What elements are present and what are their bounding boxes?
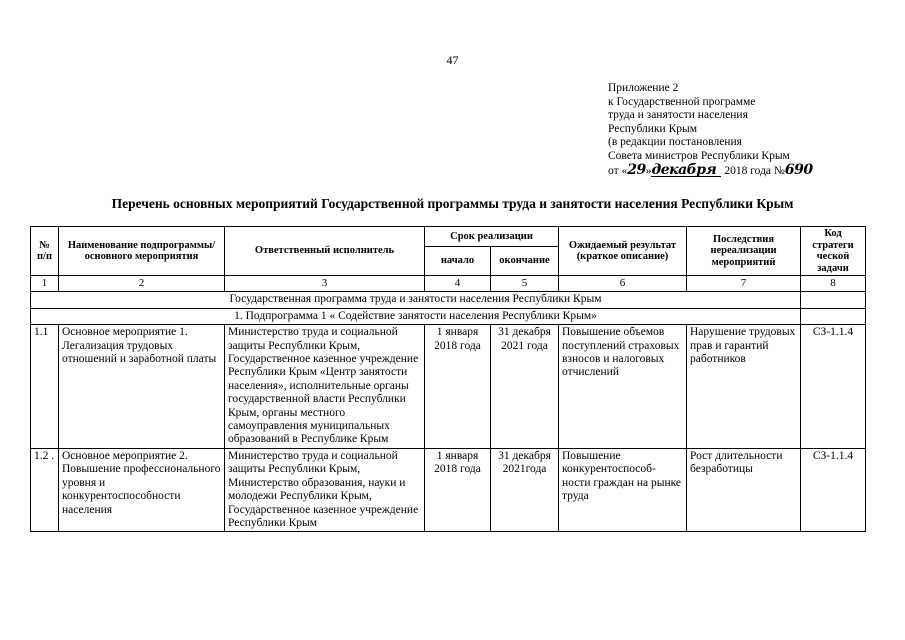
table-row [31, 325, 866, 449]
header-row [31, 227, 866, 247]
handwritten-number: 690 [784, 161, 813, 178]
row-num: 1.2 . [31, 448, 59, 531]
row-name: Основное мероприятие 1. Легализация трудовых отношений и заработной платы [59, 325, 225, 449]
header-executor: Ответственный исполнитель [225, 227, 425, 276]
column-number: 7 [687, 276, 801, 292]
row-consequences: Рост длительности безработицы [687, 448, 801, 531]
row-result: Повышение объемов поступлений страховых взносов и налоговых отчислений [559, 325, 687, 449]
row-result: Повышение конкурентоспособ- ности граждан на рынке труда [559, 448, 687, 531]
column-number: 2 [59, 276, 225, 292]
row-executor: Министерство труда и социальной защиты Республики Крым, Государственное казенное учреждение Республики Крым «Центр занятости населения», исполнительные органы государственной власти Республики Крым, органы местного самоуправления муниципальных образований в Республике Крым [225, 325, 425, 449]
row-code: СЗ-1.1.4 [801, 448, 866, 531]
row-consequences: Нарушение трудовых прав и гарантий работников [687, 325, 801, 449]
appendix-line: (в редакции постановления [608, 136, 742, 149]
column-number: 3 [225, 276, 425, 292]
header-end: окончание [491, 247, 559, 276]
row-num: 1.1 [31, 325, 59, 449]
program-title: Государственная программа труда и занятости населения Республики Крым [31, 292, 801, 308]
row-code: СЗ-1.1.4 [801, 325, 866, 449]
row-start: 1 января 2018 года [425, 448, 491, 531]
program-row [31, 292, 866, 308]
appendix-line: Республики Крым [608, 122, 697, 135]
column-number-row [31, 276, 866, 292]
document-title: Перечень основных мероприятий Государственной программы труда и занятости населения Республики Крым [111, 196, 794, 211]
header-consequences: Последствия нереализации мероприятий [687, 227, 801, 276]
handwritten-month: декабря [651, 164, 721, 177]
header-name: Наименование подпрограммы/ основного мероприятия [59, 227, 225, 276]
column-number: 6 [559, 276, 687, 292]
row-end: 31 декабря 2021года [491, 448, 559, 531]
appendix-line: к Государственной программе [608, 95, 756, 108]
measures-table [30, 226, 866, 532]
row-name: Основное мероприятие 2. Повышение профессионального уровня и конкурентоспособности населения [59, 448, 225, 531]
date-prefix: от « [608, 164, 628, 177]
row-executor: Министерство труда и социальной защиты Республики Крым, Министерство образования, науки и молодежи Республики Крым, Государственное казенное учреждение Республики Крым [225, 448, 425, 531]
appendix-line: Приложение 2 [608, 82, 679, 94]
header-code: Код стратеги ческой задачи [801, 227, 866, 276]
appendix-line: труда и занятости населения [608, 109, 748, 122]
program-code-empty [801, 292, 866, 308]
appendix-date-line [608, 161, 868, 179]
subprogram-code-empty [801, 308, 866, 324]
date-year: 2018 года № [724, 164, 785, 177]
row-start: 1 января 2018 года [425, 325, 491, 449]
subprogram-title: 1. Подпрограмма 1 « Содействие занятости населения Республики Крым» [31, 308, 801, 324]
appendix-line: Совета министров Республики Крым [608, 149, 790, 162]
header-result: Ожидаемый результат (краткое описание) [559, 227, 687, 276]
appendix-block [608, 82, 868, 178]
column-number: 1 [31, 276, 59, 292]
page-number: 47 [446, 53, 459, 67]
column-number: 4 [425, 276, 491, 292]
header-period: Срок реализации [425, 227, 559, 247]
date-mid: » [645, 164, 652, 177]
row-end: 31 декабря 2021 года [491, 325, 559, 449]
subprogram-row [31, 308, 866, 324]
header-start: начало [425, 247, 491, 276]
handwritten-day: 29 [627, 161, 646, 178]
column-number: 8 [801, 276, 866, 292]
column-number: 5 [491, 276, 559, 292]
table-row [31, 448, 866, 531]
header-num: № п/п [31, 227, 59, 276]
